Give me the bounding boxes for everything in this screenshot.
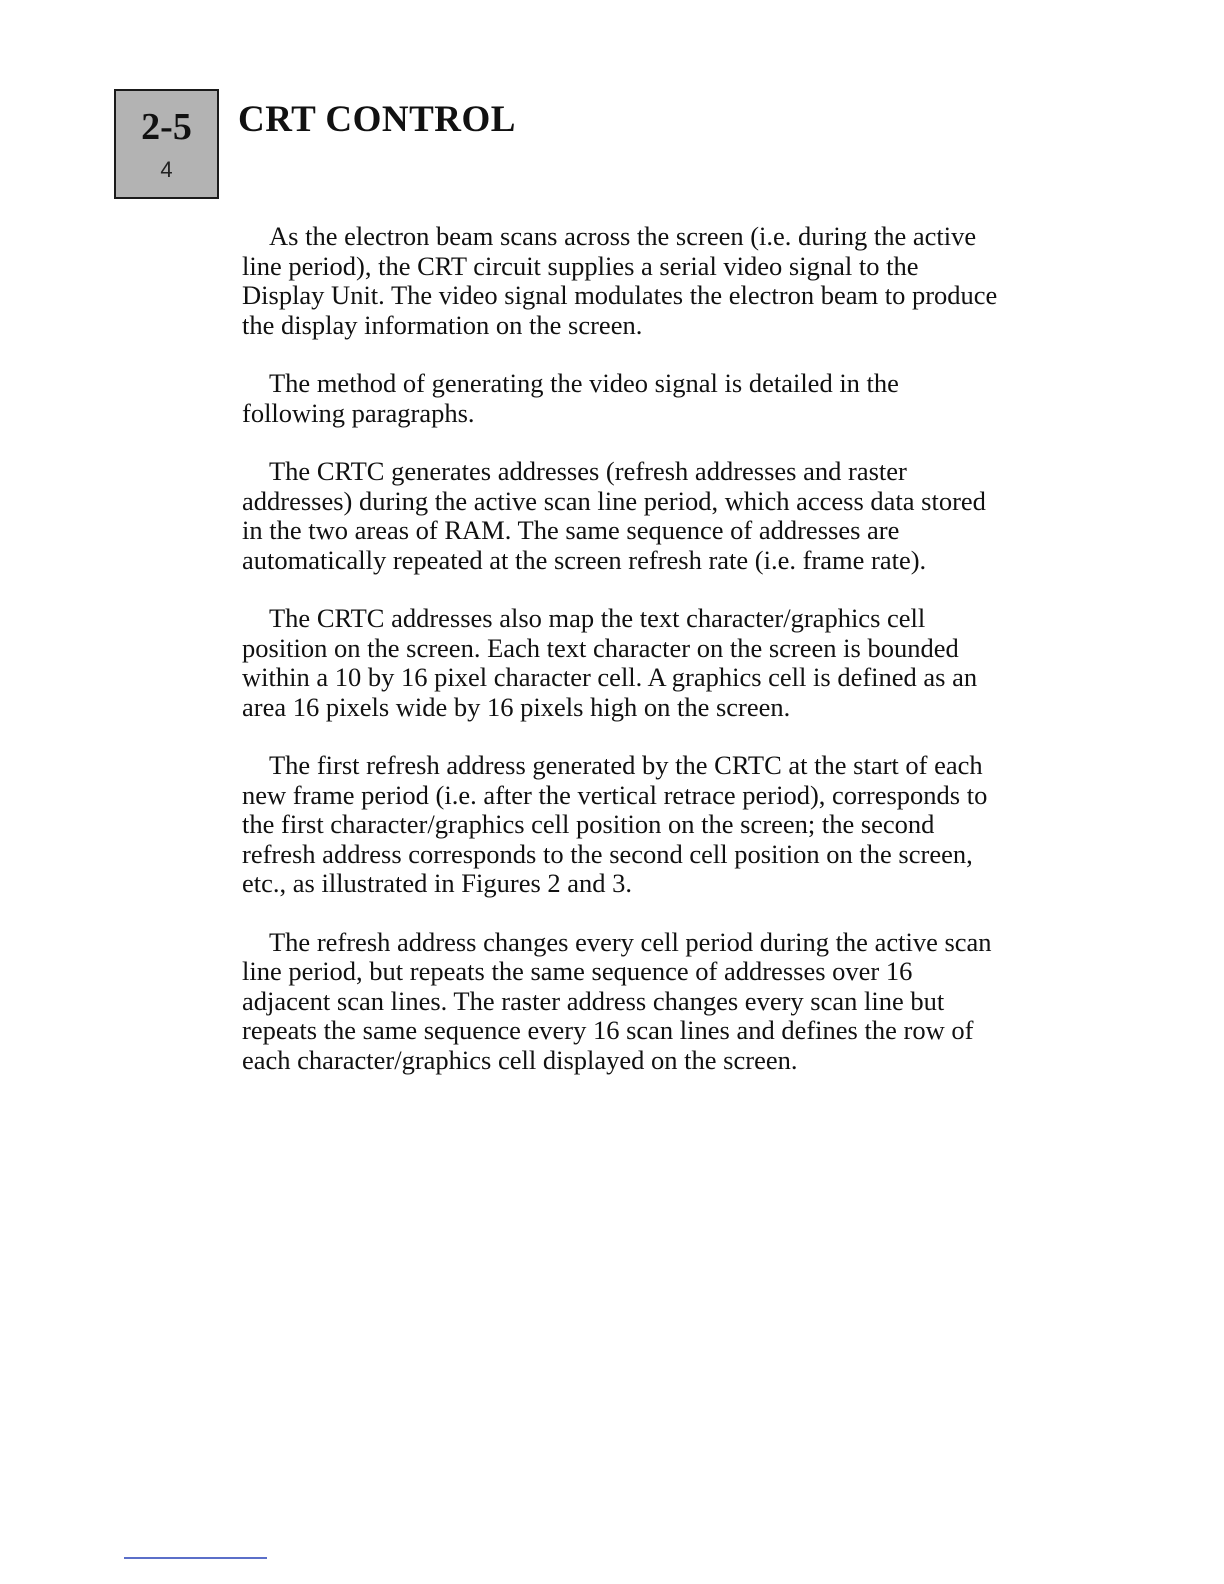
section-tab	[114, 89, 219, 199]
page-title: CRT CONTROL	[238, 99, 516, 140]
paragraph: The CRTC generates addresses (refresh addresses and raster addresses) during the active scan line period, which access data stored in the two areas of RAM. The same sequence of addresses are automatically repeated at the screen refresh rate (i.e. frame rate).	[242, 456, 986, 575]
section-subnumber: 4	[160, 157, 173, 182]
footer-rule	[124, 1557, 267, 1559]
paragraph: As the electron beam scans across the screen (i.e. during the active line period), the CRT circuit supplies a serial video signal to the Display Unit. The video signal modulates the electron beam to produce the display information on the screen.	[242, 221, 998, 340]
section-number: 2-5	[141, 106, 192, 148]
paragraph: The CRTC addresses also map the text character/graphics cell position on the screen. Each text character on the screen is bounded within a 10 by 16 pixel character cell. A graphics cell is defined as an area 16 pixels wide by 16 pixels high on the screen.	[242, 603, 978, 722]
paragraph: The method of generating the video signal is detailed in the following paragraphs.	[242, 368, 899, 428]
paragraph: The first refresh address generated by the CRTC at the start of each new frame period (i.e. after the vertical retrace period), corresponds to the first character/graphics cell position on the screen; the second refresh address corresponds to the second cell position on the screen, etc., as illustrated in Figures 2 and 3.	[242, 750, 988, 898]
body-text	[242, 222, 1002, 1104]
paragraph: The refresh address changes every cell period during the active scan line period, but repeats the same sequence of addresses over 16 adjacent scan lines. The raster address changes every scan line but repeats the same sequence every 16 scan lines and defines the row of each character/graphics cell displayed on the screen.	[242, 926, 992, 1075]
